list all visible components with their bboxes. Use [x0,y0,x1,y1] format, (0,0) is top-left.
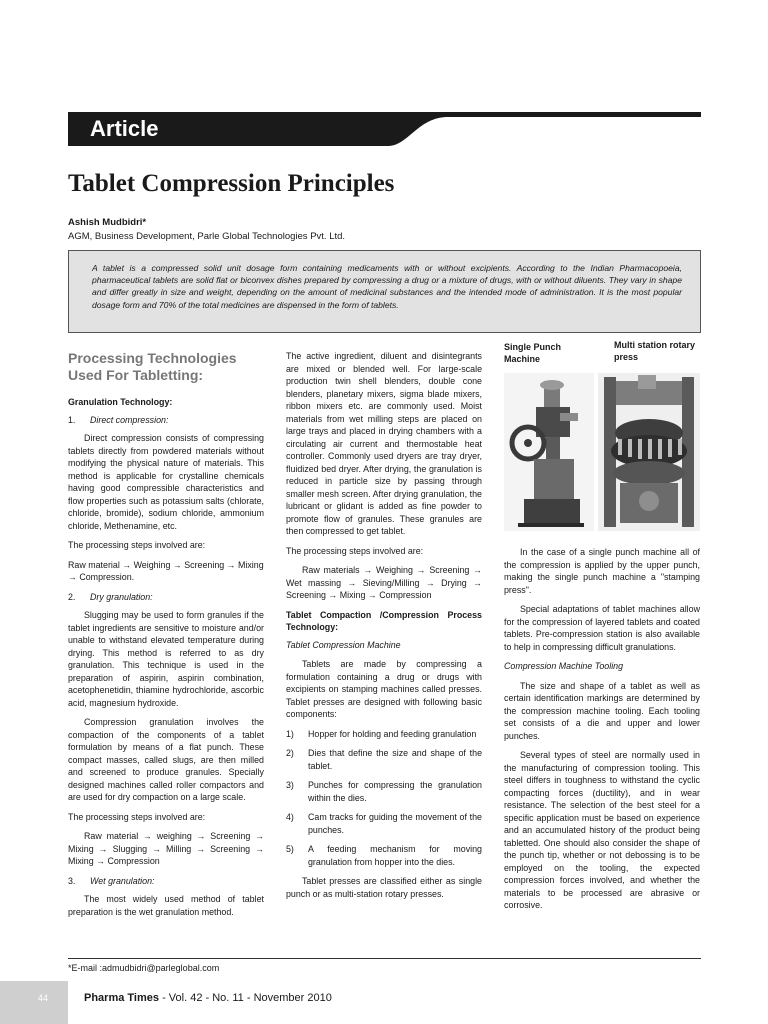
column-2 [286,350,482,907]
subheading-machine: Tablet Compression Machine [286,639,401,650]
list-number: 4) [286,812,294,822]
list-item [286,728,482,741]
article-title: Tablet Compression Principles [68,170,395,197]
author-email-footnote: *E-mail :admudbidri@parleglobal.com [68,963,220,973]
steps-intro: The processing steps involved are: [68,540,206,550]
item-number: 3. [68,875,76,886]
item-wet-granulation [68,875,264,888]
item-direct-compression [68,414,264,427]
paragraph: Tablet presses are classified either as single punch or as multi-station rotary presses. [286,876,482,899]
footnote-rule [68,958,701,959]
subheading-tooling: Compression Machine Tooling [504,661,624,671]
list-text: Punches for compressing the granulation within the dies. [308,780,482,803]
paragraph: Special adaptations of tablet machines allow for the compression of layered tablets and coated tablets. Pre-compression station is also available to help in compressing difficult granulations. [504,604,700,652]
abstract-box: A tablet is a compressed solid unit dosage form containing medicaments with or without excipients. According to the Indian Pharmacopoeia, pharmaceutical tablets are solid flat or biconvex dishes prepared by compressing a drug or a mixture of drugs, with or without diluents. They vary in shape and differ greatly in size and weight, depending on the amount of medicinal substances and the intended mode of administration. It is the most popular dosage form and 70% of the total medicines are dispensed in the form of tablets. [68,250,701,333]
paragraph: The size and shape of a tablet as well as certain identification markings are determined by the compression machine tooling. Each tooling set consists of a die and upper and lower punches. [504,680,700,741]
list-text: Dies that define the size and shape of the tablet. [308,748,482,771]
subheading-compaction: Tablet Compaction /Compression Process Technology: [286,609,482,632]
author-name: Ashish Mudbidri* [68,217,147,228]
caption-multi-station: Multi station rotary press [614,340,696,362]
list-number: 1) [286,728,294,739]
list-text: Hopper for holding and feeding granulation [308,728,477,739]
paragraph: The most widely used method of tablet preparation is the wet granulation method. [68,894,264,917]
caption-single-punch: Single Punch Machine [504,342,562,364]
item-label: Direct compression: [90,414,169,425]
list-item [286,747,482,772]
list-item [286,811,482,836]
paragraph: In the case of a single punch machine all of the compression is applied by the upper punch, making the single punch machine a "stamping press". [504,547,700,595]
list-text: A feeding mechanism for moving granulation from hopper into the dies. [308,844,482,867]
item-number: 1. [68,414,76,425]
banner-curve [368,112,448,146]
column-3 [504,546,700,919]
page-number-box [0,981,68,1024]
paragraph: Compression granulation involves the compaction of the components of a tablet formulation by means of a flat punch. These compact masses, called slugs, are then milled and screened to produce granules. Specially designed machines called roller compactors and are used for dry compaction on a large scale. [68,717,264,802]
steps-flow: Raw material → weighing → Screening → Mixing → Slugging → Milling → Screening → Mixing → Compression [68,831,264,866]
paragraph: Direct compression consists of compressing tablets directly from powdered materials without modifying the physical nature of materials. This method is applicable for crystalline chemicals having good compressible characteristics and flow properties such as potassium salts (chlorate, chloride, bromide), sodium chloride, ammonium chloride, Methenamine, etc. [68,433,264,531]
list-number: 3) [286,780,294,790]
item-number: 2. [68,591,76,602]
steps-intro: The processing steps involved are: [68,811,206,822]
journal-footer [84,992,332,1004]
paragraph: The active ingredient, diluent and disintegrants are mixed or blended well. For large-scale production twin shell blenders, double cone blenders, planetary mixers, sigma blade mixers, ribbon mixers etc. are commonly used. Moist materials from wet milling steps are placed on large trays and placed in drying chambers with a circulating air current and thermostable heat controller. Commonly used dryers are tray dryer, fluidized bed dryer. After drying, the granulation is reduced in particle size by passing through smaller mesh screen. After drying granulation, the lubricant or glidant is added as fine powder to promote flow of granules. These granules are then compressed to get tablet. [286,351,482,536]
list-number: 5) [286,844,294,854]
list-text: Cam tracks for guiding the movement of the punches. [308,812,482,835]
subheading-granulation: Granulation Technology: [68,397,173,407]
steps-flow: Raw materials → Weighing → Screening → Wet massing → Sieving/Milling → Drying → Screening → Mixing → Compression [286,565,482,600]
list-item [286,843,482,868]
page-number: 44 [38,993,49,1003]
single-punch-machine-photo [504,373,594,531]
components-list [286,728,482,869]
list-item [286,779,482,804]
banner-label: Article [90,116,159,141]
author-affiliation: AGM, Business Development, Parle Global Technologies Pvt. Ltd. [68,231,346,242]
list-number: 2) [286,748,294,758]
section-heading: Processing Technologies Used For Tabletting: [68,350,237,383]
steps-flow: Raw material → Weighing → Screening → Mixing → Compression. [68,559,264,582]
steps-intro: The processing steps involved are: [286,545,424,556]
multi-station-press-photo [598,373,700,531]
paragraph: Several types of steel are normally used in the manufacturing of compression tooling. This steel differs in toughness to withstand the cyclic compacting forces (ductility), and in wear resistance. The selection of the best steel for a specific application must be based on experience and an accumulated history of the product being tabletted. One should also consider the shape of the punch tip, whether or not debossing is to be employed on the tooling, the expected compression forces involved, and whether the materials to be processed are abrasive or corrosive. [504,750,700,910]
article-banner [68,112,701,146]
journal-name: Pharma Times [84,992,160,1004]
item-label: Dry granulation: [90,591,153,602]
column-1 [68,348,264,925]
paragraph: Tablets are made by compressing a formulation containing a drug or drugs with excipients on stamping machines called presses. Tablet presses are designed with following basic components: [286,659,482,719]
journal-issue: - Vol. 42 - No. 11 - November 2010 [159,992,332,1004]
item-label: Wet granulation: [90,875,155,886]
item-dry-granulation [68,591,264,604]
image-captions [504,340,704,370]
paragraph: Slugging may be used to form granules if the tablet ingredients are sensitive to moisture and/or unable to withstand elevated temperature during drying. This method is referred to as dry granulation. This technique is used in the preparation of aspirin, aspirin combination, acetophenetidin, thiamine hydrochloride, ascorbic acid, magnesium hydroxide. [68,610,264,708]
